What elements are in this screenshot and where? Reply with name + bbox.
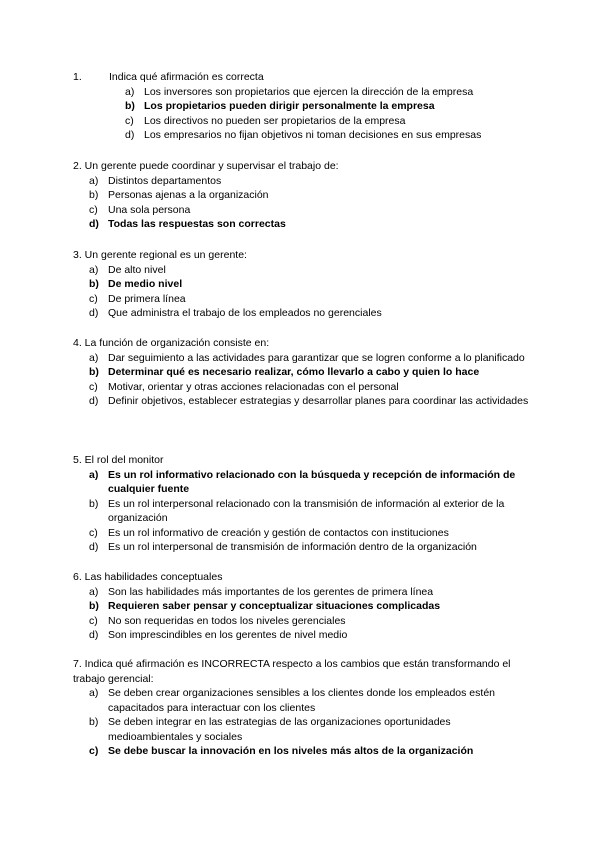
question-text: Indica qué afirmación es correcta xyxy=(109,71,264,83)
question-4 xyxy=(73,336,533,409)
option-c xyxy=(73,380,533,395)
question-stem: 6. Las habilidades conceptuales xyxy=(73,571,223,583)
question-3 xyxy=(73,248,533,321)
question-2 xyxy=(73,159,533,232)
option-c xyxy=(73,526,533,541)
question-stem: 5. El rol del monitor xyxy=(73,454,164,466)
option-letter: c) xyxy=(89,526,98,539)
option-text: Todas las respuestas son correctas xyxy=(108,218,286,230)
option-b xyxy=(73,497,533,526)
option-letter: a) xyxy=(89,351,99,364)
option-letter: b) xyxy=(125,100,135,112)
option-text: Son las habilidades más importantes de los gerentes de primera línea xyxy=(108,585,434,598)
question-stem: 4. La función de organización consiste en: xyxy=(73,337,270,349)
option-list xyxy=(73,585,533,643)
question-number: 1. xyxy=(73,71,82,83)
option-text: Requieren saber pensar y conceptualizar situaciones complicadas xyxy=(108,600,441,612)
option-list xyxy=(73,686,533,759)
option-text: Es un rol interpersonal relacionado con la transmisión de información al exterior de la organización xyxy=(108,497,505,524)
option-d xyxy=(73,394,533,409)
option-text: Dar seguimiento a las actividades para garantizar que se logren conforme a lo planificado xyxy=(108,351,525,364)
question-6 xyxy=(73,570,533,643)
option-letter: a) xyxy=(89,468,99,481)
option-text: Se deben integrar en las estrategias de las organizaciones oportunidades medioambientales y sociales xyxy=(108,716,451,743)
option-letter: b) xyxy=(89,600,99,612)
option-text: Se deben crear organizaciones sensibles a los clientes donde los empleados estén capacitados para interactuar con los clientes xyxy=(108,687,495,714)
option-letter: c) xyxy=(89,745,99,757)
option-letter: a) xyxy=(89,585,99,598)
option-text: De medio nivel xyxy=(108,278,183,290)
option-list xyxy=(73,85,533,143)
option-d xyxy=(73,306,533,321)
option-text: Definir objetivos, establecer estrategias y desarrollar planes para coordinar las actividades xyxy=(108,395,529,407)
question-stem: 3. Un gerente regional es un gerente: xyxy=(73,249,247,261)
option-d xyxy=(73,540,533,555)
option-d xyxy=(73,128,533,143)
option-text: Es un rol informativo relacionado con la búsqueda y recepción de información de cualquier fuente xyxy=(108,468,516,495)
option-b xyxy=(73,599,533,614)
option-text: Que administra el trabajo de los empleados no gerenciales xyxy=(108,307,382,319)
option-text: De alto nivel xyxy=(108,263,166,276)
option-text: Personas ajenas a la organización xyxy=(108,189,269,201)
option-letter: d) xyxy=(125,129,135,141)
question-stem: 7. Indica qué afirmación es INCORRECTA respecto a los cambios que están transformando el trabajo gerencial: xyxy=(73,658,511,685)
option-d xyxy=(73,628,533,643)
option-text: Se debe buscar la innovación en los niveles más altos de la organización xyxy=(108,745,474,757)
option-text: Es un rol informativo de creación y gestión de contactos con instituciones xyxy=(108,526,449,539)
question-stem xyxy=(73,70,533,85)
option-letter: b) xyxy=(89,716,99,728)
option-c xyxy=(73,292,533,307)
question-1 xyxy=(73,70,533,143)
option-b xyxy=(73,277,533,292)
option-text: Los empresarios no fijan objetivos ni toman decisiones en sus empresas xyxy=(144,129,482,141)
option-a xyxy=(73,468,533,497)
option-c xyxy=(73,614,533,629)
option-a xyxy=(73,85,533,100)
option-letter: d) xyxy=(89,307,99,319)
option-b xyxy=(73,99,533,114)
option-a xyxy=(73,351,533,366)
option-text: Motivar, orientar y otras acciones relacionadas con el personal xyxy=(108,380,399,393)
option-letter: a) xyxy=(89,174,99,187)
option-a xyxy=(73,174,533,189)
option-list xyxy=(73,174,533,232)
option-d xyxy=(73,217,533,232)
option-a xyxy=(73,686,533,715)
question-7 xyxy=(73,657,533,759)
option-b xyxy=(73,188,533,203)
option-text: Distintos departamentos xyxy=(108,174,222,187)
option-letter: b) xyxy=(89,497,99,510)
option-text: Los directivos no pueden ser propietarios de la empresa xyxy=(144,114,406,127)
option-b xyxy=(73,365,533,380)
option-c xyxy=(73,203,533,218)
option-a xyxy=(73,263,533,278)
option-letter: c) xyxy=(89,380,98,393)
option-c xyxy=(73,114,533,129)
option-letter: c) xyxy=(89,292,98,305)
option-letter: c) xyxy=(89,614,98,627)
option-text: Es un rol interpersonal de transmisión de información dentro de la organización xyxy=(108,541,477,553)
option-text: No son requeridas en todos los niveles gerenciales xyxy=(108,614,346,627)
option-text: Una sola persona xyxy=(108,203,191,216)
option-letter: a) xyxy=(125,85,135,98)
option-text: Los propietarios pueden dirigir personalmente la empresa xyxy=(144,100,435,112)
option-letter: b) xyxy=(89,189,99,201)
option-letter: b) xyxy=(89,278,99,290)
option-a xyxy=(73,585,533,600)
option-list xyxy=(73,468,533,555)
question-5 xyxy=(73,453,533,555)
option-text: Los inversores son propietarios que ejercen la dirección de la empresa xyxy=(144,85,474,98)
option-letter: a) xyxy=(89,263,99,276)
option-text: De primera línea xyxy=(108,292,186,305)
option-b xyxy=(73,715,533,744)
option-text: Determinar qué es necesario realizar, cómo llevarlo a cabo y quien lo hace xyxy=(108,366,480,378)
option-letter: d) xyxy=(89,218,99,230)
option-list xyxy=(73,263,533,321)
option-letter: c) xyxy=(89,203,98,216)
option-letter: d) xyxy=(89,541,99,553)
option-letter: b) xyxy=(89,366,99,378)
option-letter: c) xyxy=(125,114,134,127)
option-list xyxy=(73,351,533,409)
option-text: Son imprescindibles en los gerentes de nivel medio xyxy=(108,629,348,641)
option-letter: a) xyxy=(89,687,99,699)
question-stem: 2. Un gerente puede coordinar y supervisar el trabajo de: xyxy=(73,160,339,172)
option-letter: d) xyxy=(89,629,99,641)
option-c xyxy=(73,744,533,759)
option-letter: d) xyxy=(89,395,99,407)
